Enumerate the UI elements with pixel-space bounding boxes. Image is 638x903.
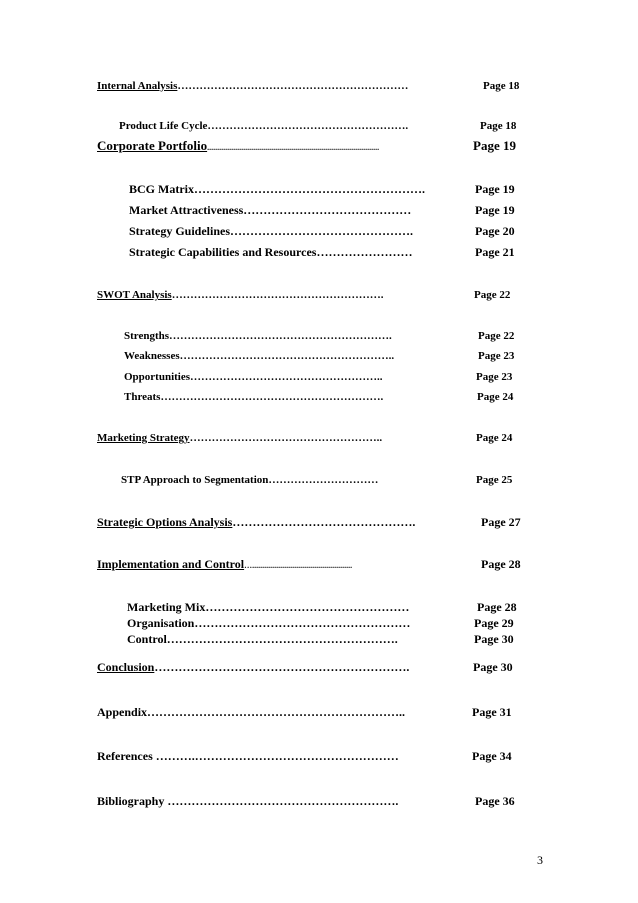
toc-dots: …………………………………………………….: [160, 391, 384, 403]
toc-dots: ………………………………………………….: [194, 182, 425, 196]
toc-dots: …………………………: [268, 474, 379, 486]
toc-title: References: [97, 749, 156, 763]
toc-title: Threats: [124, 391, 161, 403]
toc-title: Opportunities: [124, 371, 191, 383]
toc-title: Market Attractiveness: [129, 203, 244, 217]
toc-dots: ………………………………………………………..: [147, 705, 406, 719]
toc-dots: …..................................................: [244, 561, 353, 570]
toc-title: Product Life Cycle: [119, 120, 208, 132]
toc-title: Weaknesses: [124, 350, 180, 362]
toc-dots: ……………………………………………..: [190, 371, 383, 383]
toc-title: Marketing Mix: [127, 600, 206, 614]
toc-title: Strategic Capabilities and Resources: [129, 245, 317, 259]
toc-page: Page 31: [472, 705, 512, 719]
toc-page: Page 22: [478, 330, 515, 342]
toc-page: Page 19: [475, 203, 515, 217]
toc-dots: ………………………………………………………: [177, 80, 409, 92]
toc-title: Conclusion: [97, 660, 155, 674]
toc-title: Appendix: [97, 705, 148, 719]
toc-title: Strategic Options Analysis: [97, 515, 233, 529]
toc-dots: ……….……………………………………………: [155, 749, 399, 763]
toc-page: Page 30: [474, 632, 514, 646]
toc-title: Marketing Strategy: [97, 432, 190, 444]
toc-page: Page 27: [481, 515, 521, 529]
toc-title: Strategy Guidelines: [129, 224, 230, 238]
toc-page: Page 36: [475, 794, 515, 808]
toc-dots: ……………………………………………….: [207, 120, 409, 132]
toc-page: Page 19: [475, 182, 515, 196]
toc-title: Control: [127, 632, 167, 646]
toc-page: Page 18: [483, 80, 520, 92]
toc-page: Page 25: [476, 474, 513, 486]
toc-dots: ……………………………………….: [230, 224, 413, 238]
toc-dots: ……………………………………….: [232, 515, 416, 529]
toc-dots: ……………………………………………: [205, 600, 410, 614]
toc-page: Page 30: [473, 660, 513, 674]
toc-page: Page 19: [473, 138, 516, 153]
toc-dots: ......................................................................................: [207, 143, 380, 152]
toc-page: Page 34: [472, 749, 512, 763]
toc-page: Page 23: [476, 371, 513, 383]
toc-dots: ………………………………………………: [194, 616, 411, 630]
toc-page: Page 22: [474, 289, 511, 301]
toc-dots: ……………………………………………..: [189, 432, 383, 444]
toc-title: Organisation: [127, 616, 195, 630]
toc-title: Bibliography: [97, 794, 168, 808]
toc-title: Implementation and Control: [97, 557, 245, 571]
toc-dots: ………………………………………………….: [167, 794, 399, 808]
toc-dots: ………………………………………………….: [171, 289, 384, 301]
toc-page: Page 21: [475, 245, 515, 259]
toc-dots: …………………………………………………..: [179, 350, 395, 362]
toc-page: Page 24: [476, 432, 513, 444]
toc-dots: ………………………………………………….: [166, 632, 398, 646]
toc-title: Strengths: [124, 330, 170, 342]
toc-page: Page 28: [481, 557, 521, 571]
toc-dots: ……………………: [316, 245, 413, 259]
toc-dots: ……………………………………: [243, 203, 412, 217]
toc-page: Page 23: [478, 350, 515, 362]
toc-page: Page 28: [477, 600, 517, 614]
toc-page: Page 20: [475, 224, 515, 238]
toc-dots: …………………………………………………….: [169, 330, 392, 342]
toc-title: SWOT Analysis: [97, 289, 172, 301]
page-number: 3: [537, 853, 543, 867]
toc-title: Corporate Portfolio: [97, 138, 208, 153]
toc-title: Internal Analysis: [97, 80, 178, 92]
toc-title: BCG Matrix: [129, 182, 194, 196]
toc-page: Page 29: [474, 616, 514, 630]
toc-title: STP Approach to Segmentation: [121, 474, 269, 486]
toc-page: Page 18: [480, 120, 517, 132]
toc-page: Page 24: [477, 391, 514, 403]
toc-dots: ……………………………………………………….: [154, 660, 410, 674]
